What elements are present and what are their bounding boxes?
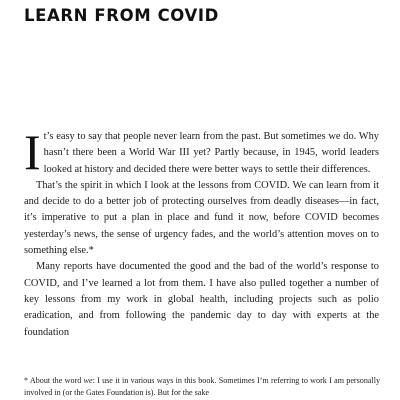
paragraph-3: Many reports have documented the good and the bad of the world’s response to COVID, and I’ve learned a lot from them. I have also pulled together a number of key lessons from my work in global health, including projects such as polio eradication, and from following the pandemic day to day with experts at the foundation — [24, 261, 379, 338]
paragraph-2: That’s the spirit in which I look at the lessons from COVID. We can learn from it and decide to do a better job of protecting ourselves from deadly diseases—in fact, it’s imperative to put a plan in place and fund it now, before COVID becomes yesterday’s news, the sense of urgency fades, and the world’s attention moves on to something else.* — [24, 179, 379, 257]
footnote — [24, 375, 380, 398]
drop-cap: I — [24, 124, 41, 180]
chapter-title: LEARN FROM COVID — [24, 6, 219, 25]
footnote-emphasis-word: we — [83, 376, 93, 385]
footnote-text: : I use it in various ways in this book. Sometimes I’m referring to work I am personally involved in (or the Gates Foundation is). But for the sake — [24, 376, 381, 397]
paragraph-1-text: t’s easy to say that people never learn from the past. But sometimes we do. Why hasn’t there been a World War III yet? Partly because, in 1945, world leaders looked at history and decided there were better ways to settle their differences. — [43, 131, 379, 175]
body-text — [24, 124, 379, 341]
paragraph-1 — [24, 124, 379, 180]
footnote-marker: * About the word — [24, 376, 84, 385]
